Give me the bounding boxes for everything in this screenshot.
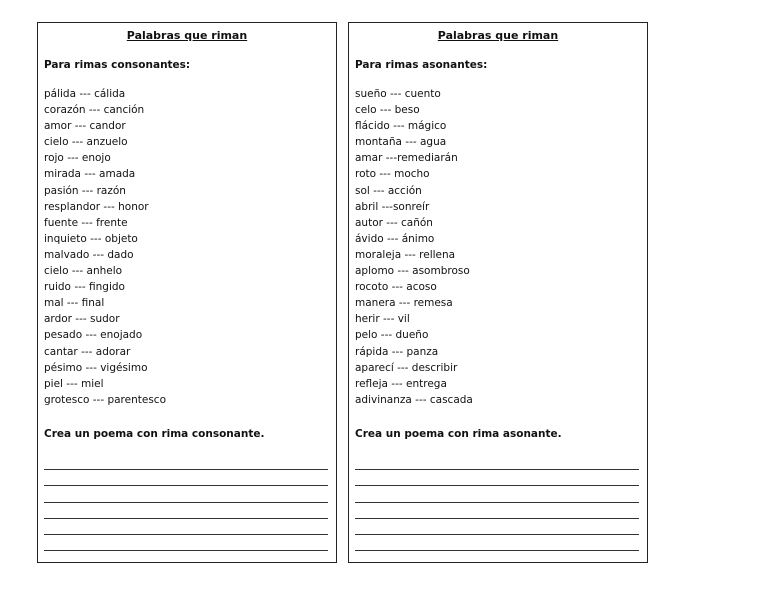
rhyme-pair: malvado --- dado — [44, 248, 134, 261]
rhyme-pair: cielo --- anzuelo — [44, 136, 128, 149]
rhyme-pair: flácido --- mágico — [355, 120, 447, 133]
rhyme-pair: aparecí --- describir — [355, 361, 458, 374]
rhyme-pair: manera --- remesa — [355, 297, 453, 310]
writing-line[interactable] — [355, 470, 639, 486]
writing-lines — [355, 454, 639, 551]
writing-line[interactable] — [355, 535, 639, 551]
rhyme-pair: autor --- cañón — [355, 216, 433, 229]
rhyme-pair: mirada --- amada — [44, 168, 136, 181]
rhyme-pair: amar ---remediarán — [355, 152, 458, 165]
rhyme-pair: pálida --- cálida — [44, 88, 126, 100]
writing-line[interactable] — [44, 454, 328, 470]
card-title: Palabras que riman — [437, 29, 559, 42]
section-subtitle: Para rimas consonantes: — [44, 59, 191, 71]
writing-lines — [44, 454, 328, 551]
writing-line[interactable] — [44, 535, 328, 551]
rhyme-pair: fuente --- frente — [44, 216, 128, 229]
rhyme-pair: corazón --- canción — [44, 104, 145, 117]
rhyme-pair: rápida --- panza — [355, 345, 439, 358]
rhyme-pair: inquieto --- objeto — [44, 232, 138, 245]
rhyme-pair: herir --- vil — [355, 313, 410, 326]
poem-prompt: Crea un poema con rima asonante. — [355, 428, 562, 440]
poem-prompt: Crea un poema con rima consonante. — [44, 428, 265, 440]
assonant-rhymes-card — [348, 22, 648, 563]
rhyme-pair: cantar --- adorar — [44, 345, 131, 358]
rhyme-pair: cielo --- anhelo — [44, 265, 123, 278]
writing-line[interactable] — [355, 519, 639, 535]
card-title: Palabras que riman — [126, 29, 248, 42]
rhyme-pair: moraleja --- rellena — [355, 248, 456, 261]
rhyme-pair-list — [44, 86, 166, 408]
rhyme-pair: montaña --- agua — [355, 136, 447, 149]
rhyme-pair: piel --- miel — [44, 377, 104, 390]
writing-line[interactable] — [44, 519, 328, 535]
rhyme-pair: ruido --- fingido — [44, 281, 125, 294]
writing-line[interactable] — [355, 454, 639, 470]
rhyme-pair: refleja --- entrega — [355, 377, 447, 390]
writing-line[interactable] — [44, 503, 328, 519]
rhyme-pair: adivinanza --- cascada — [355, 393, 473, 406]
section-subtitle: Para rimas asonantes: — [355, 59, 488, 71]
writing-line[interactable] — [355, 486, 639, 502]
rhyme-pair: mal --- final — [44, 297, 105, 310]
consonant-rhymes-card — [37, 22, 337, 563]
rhyme-pair: aplomo --- asombroso — [355, 265, 470, 278]
rhyme-pair: ávido --- ánimo — [355, 232, 435, 245]
rhyme-pair: pasión --- razón — [44, 184, 126, 197]
rhyme-pair: rojo --- enojo — [44, 152, 111, 165]
rhyme-pair: celo --- beso — [355, 104, 420, 117]
rhyme-pair: roto --- mocho — [355, 168, 430, 181]
rhyme-pair-list — [355, 86, 473, 408]
rhyme-pair: rocoto --- acoso — [355, 281, 437, 294]
rhyme-pair: sol --- acción — [355, 184, 422, 197]
rhyme-pair: pelo --- dueño — [355, 329, 429, 342]
rhyme-pair: pesado --- enojado — [44, 329, 143, 342]
writing-line[interactable] — [44, 470, 328, 486]
rhyme-pair: sueño --- cuento — [355, 88, 441, 100]
rhyme-pair: pésimo --- vigésimo — [44, 361, 148, 374]
rhyme-pair: resplandor --- honor — [44, 200, 149, 213]
writing-line[interactable] — [44, 486, 328, 502]
rhyme-pair: ardor --- sudor — [44, 313, 120, 326]
writing-line[interactable] — [355, 503, 639, 519]
rhyme-pair: amor --- candor — [44, 120, 126, 133]
rhyme-pair: abril ---sonreír — [355, 200, 430, 213]
rhyme-pair: grotesco --- parentesco — [44, 393, 167, 406]
